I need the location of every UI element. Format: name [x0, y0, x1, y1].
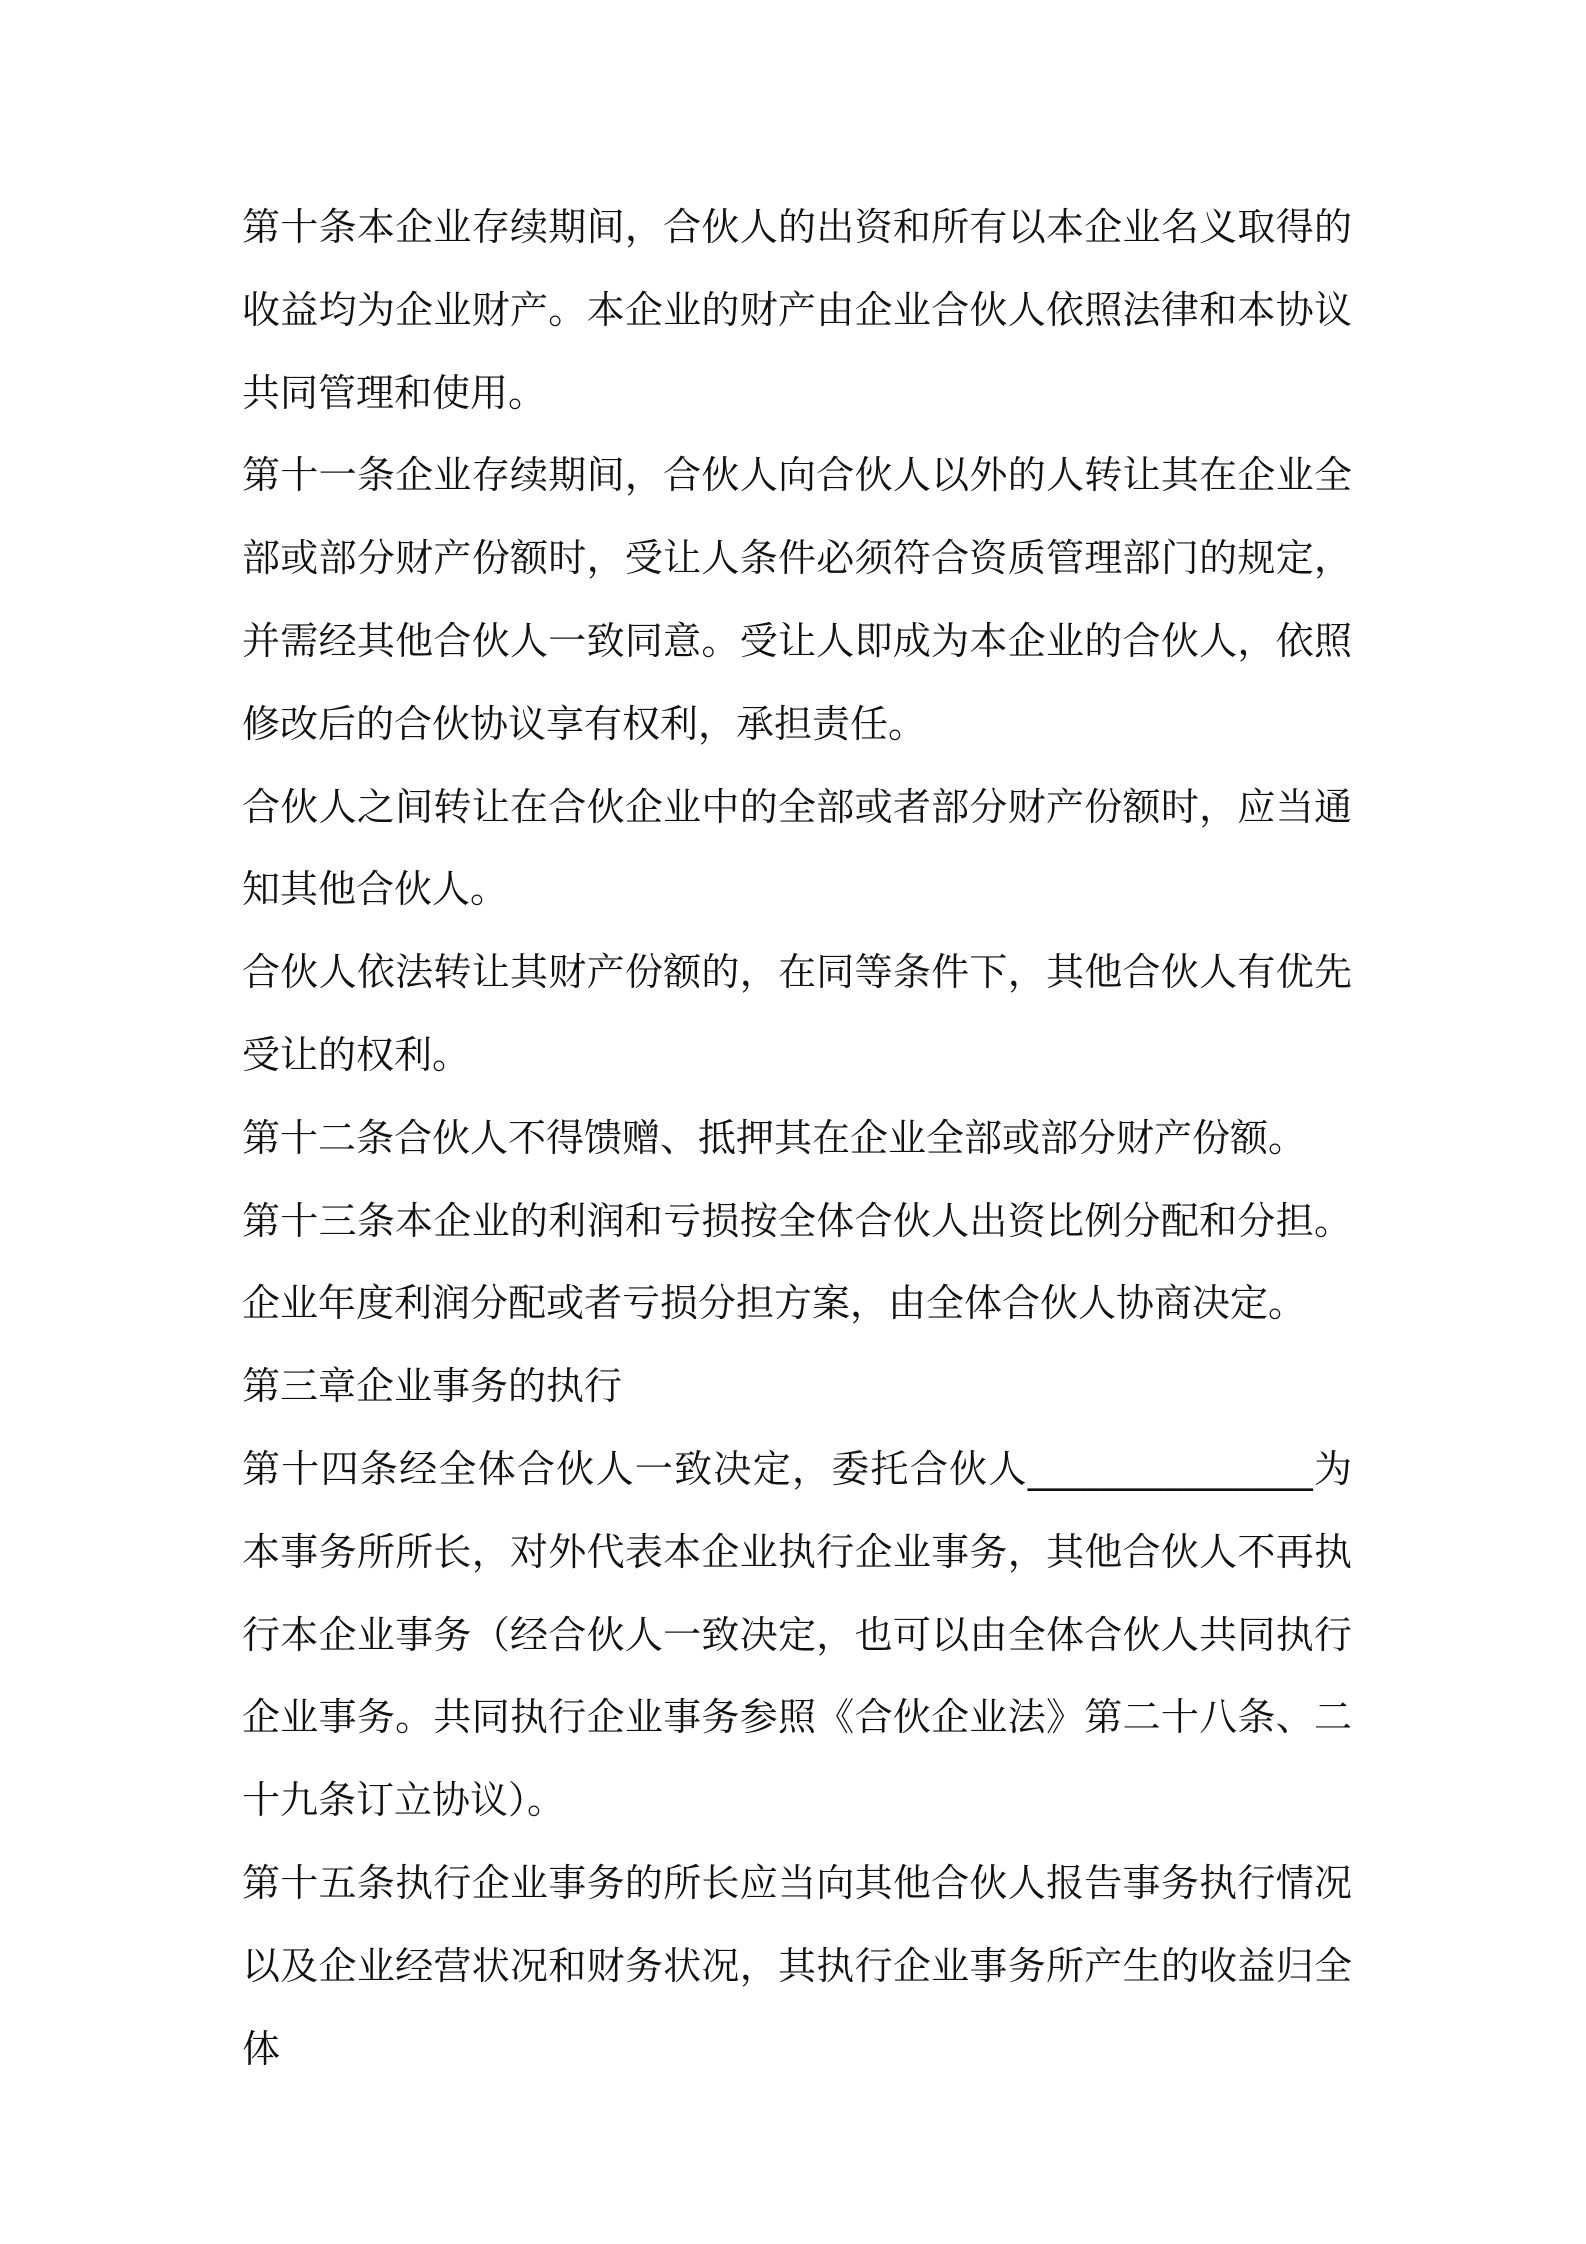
- paragraph-article-13: 第十三条本企业的利润和亏损按全体合伙人出资比例分配和分担。企业年度利润分配或者亏损分担方案，由全体合伙人协商决定。: [242, 1198, 1352, 1326]
- paragraph-article-14: 第十四条经全体合伙人一致决定，委托合伙人_______________为本事务所所长，对外代表本企业执行企业事务，其他合伙人不再执行本企业事务（经合伙人一致决定，也可以由全体合伙人共同执行企业事务。共同执行企业事务参照《合伙企业法》第二十八条、二十九条订立协议）。: [242, 1446, 1352, 1823]
- paragraph-article-11: 第十一条企业存续期间，合伙人向合伙人以外的人转让其在企业全部或部分财产份额时，受让人条件必须符合资质管理部门的规定，并需经其他合伙人一致同意。受让人即成为本企业的合伙人，依照修改后的合伙协议享有权利，承担责任。: [242, 453, 1352, 746]
- paragraph-article-12: 第十二条合伙人不得馈赠、抵押其在企业全部或部分财产份额。: [242, 1115, 1307, 1160]
- chapter-heading: 第三章企业事务的执行: [242, 1364, 623, 1409]
- paragraph-transfer-between-partners: 合伙人之间转让在合伙企业中的全部或者部分财产份额时，应当通知其他合伙人。: [242, 784, 1352, 912]
- document-body: [242, 186, 1352, 2090]
- paragraph-article-15: 第十五条执行企业事务的所长应当向其他合伙人报告事务执行情况以及企业经营状况和财务状况，其执行企业事务所产生的收益归全体: [242, 1860, 1352, 2071]
- paragraph-article-10: 第十条本企业存续期间，合伙人的出资和所有以本企业名义取得的收益均为企业财产。本企业的财产由企业合伙人依照法律和本协议共同管理和使用。: [242, 205, 1352, 415]
- paragraph-priority-right: 合伙人依法转让其财产份额的，在同等条件下，其他合伙人有优先受让的权利。: [242, 950, 1352, 1077]
